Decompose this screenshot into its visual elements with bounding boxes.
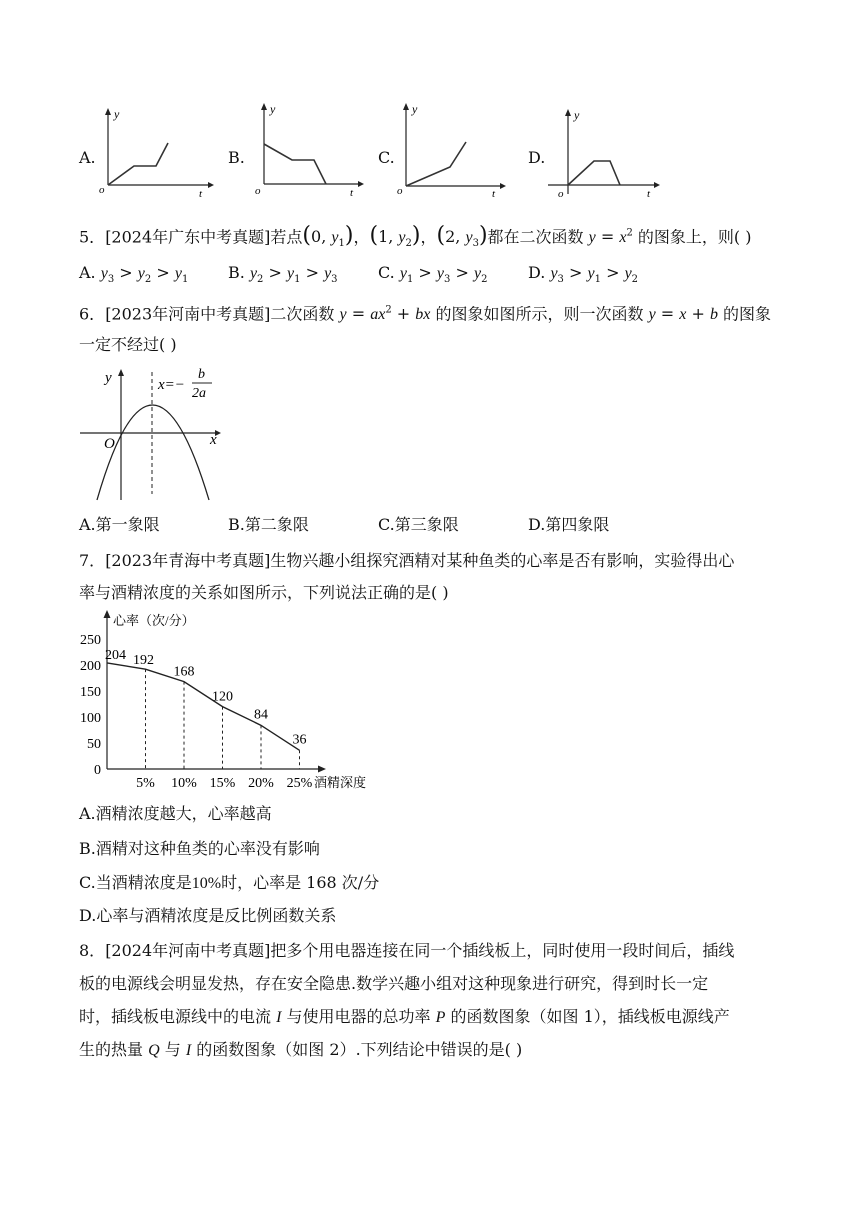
q6-axis-y-label: y xyxy=(105,370,112,386)
y-axis-label: 心率（次/分） xyxy=(113,613,195,628)
data-label: 84 xyxy=(254,707,268,723)
q5-option-a[interactable]: A. $y_3 > y_2 > y_1$ xyxy=(79,263,189,286)
x-tick-label: 20% xyxy=(248,776,274,791)
q8-stem-line1: 8．[2024年河南中考真题]把多个用电器连接在同一个插线板上，同时使用一段时间后，插线 xyxy=(79,941,735,960)
x-axis-arrow xyxy=(318,766,326,773)
svg-text:y: y xyxy=(114,107,120,121)
q6-number: 6． xyxy=(79,304,106,324)
q4-option-d-letter[interactable]: D. xyxy=(528,148,546,167)
q6-axis-label: x=− xyxy=(158,377,185,393)
q6-stem-line2: 一定不经过( ) xyxy=(79,335,177,354)
q6-option-b[interactable]: B.第二象限 xyxy=(228,515,309,534)
y-tick-label: 200 xyxy=(80,659,101,674)
q4-option-d-graph xyxy=(544,106,664,199)
q6-linear: y = x + b xyxy=(648,304,718,324)
q4-option-c-graph xyxy=(394,100,509,197)
svg-text:y: y xyxy=(412,102,418,116)
svg-text:t: t xyxy=(647,188,651,199)
data-label: 192 xyxy=(133,653,154,669)
q7-option-c[interactable]: C.当酒精浓度是10%时，心率是 168 次/分 xyxy=(79,873,380,892)
x-tick-label: 5% xyxy=(136,776,155,791)
q6-parabola-figure xyxy=(78,362,228,502)
q5-option-c[interactable]: C. $y_1 > y_3 > y_2$ xyxy=(378,263,488,286)
q7-source: [2023年青海中考真题] xyxy=(105,551,271,570)
q5-source: [2024年广东中考真题] xyxy=(105,227,271,247)
q6-frac-den: 2a xyxy=(192,386,206,401)
y-tick-label: 0 xyxy=(94,763,101,778)
svg-text:o: o xyxy=(558,188,564,199)
q6-quadratic: $y = ax^2$ + bx xyxy=(339,304,431,324)
q4-option-b-graph xyxy=(252,100,367,197)
q5-point-3: (2, $y_3$) xyxy=(436,223,488,250)
q6-frac-num: b xyxy=(198,367,205,382)
y-tick-label: 100 xyxy=(80,711,101,726)
q4-option-c-letter[interactable]: C. xyxy=(378,148,395,167)
svg-text:y: y xyxy=(270,102,276,116)
svg-text:o: o xyxy=(397,185,403,197)
data-label: 120 xyxy=(212,689,233,705)
q7-option-a[interactable]: A.酒精浓度越大，心率越高 xyxy=(79,804,272,823)
x-tick-label: 15% xyxy=(209,776,236,791)
svg-text:t: t xyxy=(492,188,496,197)
data-label: 36 xyxy=(292,732,307,748)
q6-option-c[interactable]: C.第三象限 xyxy=(378,515,459,534)
q7-option-d[interactable]: D.心率与酒精浓度是反比例函数关系 xyxy=(79,906,337,925)
y-tick-label: 150 xyxy=(80,685,101,700)
q8-stem-line3: 时，插线板电源线中的电流 I 与使用电器的总功率 P 的函数图象（如图 1），插线板电源线产 xyxy=(79,1007,730,1026)
q6-option-a[interactable]: A.第一象限 xyxy=(79,515,160,534)
x-axis-label: 酒精深度 xyxy=(314,775,367,790)
data-label: 204 xyxy=(105,647,126,663)
q6-stem-line1: 6．[2023年河南中考真题]二次函数 $y = ax^2$ + bx 的图象如图所示，则一次函数 y = x + b 的图象 xyxy=(79,304,772,324)
q6-axis-x-label: x xyxy=(210,432,217,448)
data-label: 168 xyxy=(173,664,195,680)
series-line xyxy=(107,663,300,750)
q7-option-b[interactable]: B.酒精对这种鱼类的心率没有影响 xyxy=(79,839,320,858)
q8-source: [2024年河南中考真题] xyxy=(105,941,271,960)
svg-text:o: o xyxy=(255,185,261,197)
svg-text:y: y xyxy=(574,108,580,122)
q4-option-a-letter[interactable]: A. xyxy=(79,148,96,167)
q6-origin-label: O xyxy=(104,436,115,452)
y-tick-label: 250 xyxy=(80,633,101,648)
q7-stem-line1: 7．[2023年青海中考真题]生物兴趣小组探究酒精对某种鱼类的心率是否有影响，实验得出心 xyxy=(79,551,735,570)
q5-function: $y = x^2$ xyxy=(588,227,633,247)
q5-number: 5． xyxy=(79,227,106,247)
q4-option-b-letter[interactable]: B. xyxy=(228,148,245,167)
q4-option-a-graph xyxy=(96,103,216,198)
q7-heart-rate-chart xyxy=(70,610,390,795)
q5-point-1: (0, $y_1$) xyxy=(302,223,354,250)
q6-source: [2023年河南中考真题] xyxy=(105,304,271,324)
y-tick-label: 50 xyxy=(87,737,101,752)
x-tick-label: 25% xyxy=(286,776,313,791)
q8-stem-line2: 板的电源线会明显发热，存在安全隐患.数学兴趣小组对这种现象进行研究，得到时长一定 xyxy=(79,974,709,993)
q7-number: 7． xyxy=(79,551,106,570)
svg-text:t: t xyxy=(199,188,203,198)
q7-stem-line2: 率与酒精浓度的关系如图所示，下列说法正确的是( ) xyxy=(79,583,449,602)
q6-option-d[interactable]: D.第四象限 xyxy=(528,515,610,534)
svg-text:o: o xyxy=(99,184,105,196)
q8-stem-line4: 生的热量 Q 与 I 的函数图象（如图 2）.下列结论中错误的是( ) xyxy=(79,1040,523,1059)
q6-parabola-curve xyxy=(97,405,209,500)
q8-number: 8． xyxy=(79,941,106,960)
q5-point-2: (1, $y_2$) xyxy=(369,223,421,250)
q5-option-b[interactable]: B. $y_2 > y_1 > y_3$ xyxy=(228,263,338,286)
x-tick-label: 10% xyxy=(171,776,197,791)
y-axis-arrow xyxy=(104,610,111,618)
q5-stem: 5．[2024年广东中考真题]若点(0, $y_1$)，(1, $y_2$)，(2, $y_3$)都在二次函数 $y = x^2$ 的图象上，则( ) xyxy=(79,223,752,250)
svg-text:t: t xyxy=(350,187,354,197)
q5-option-d[interactable]: D. $y_3 > y_1 > y_2$ xyxy=(528,263,639,286)
